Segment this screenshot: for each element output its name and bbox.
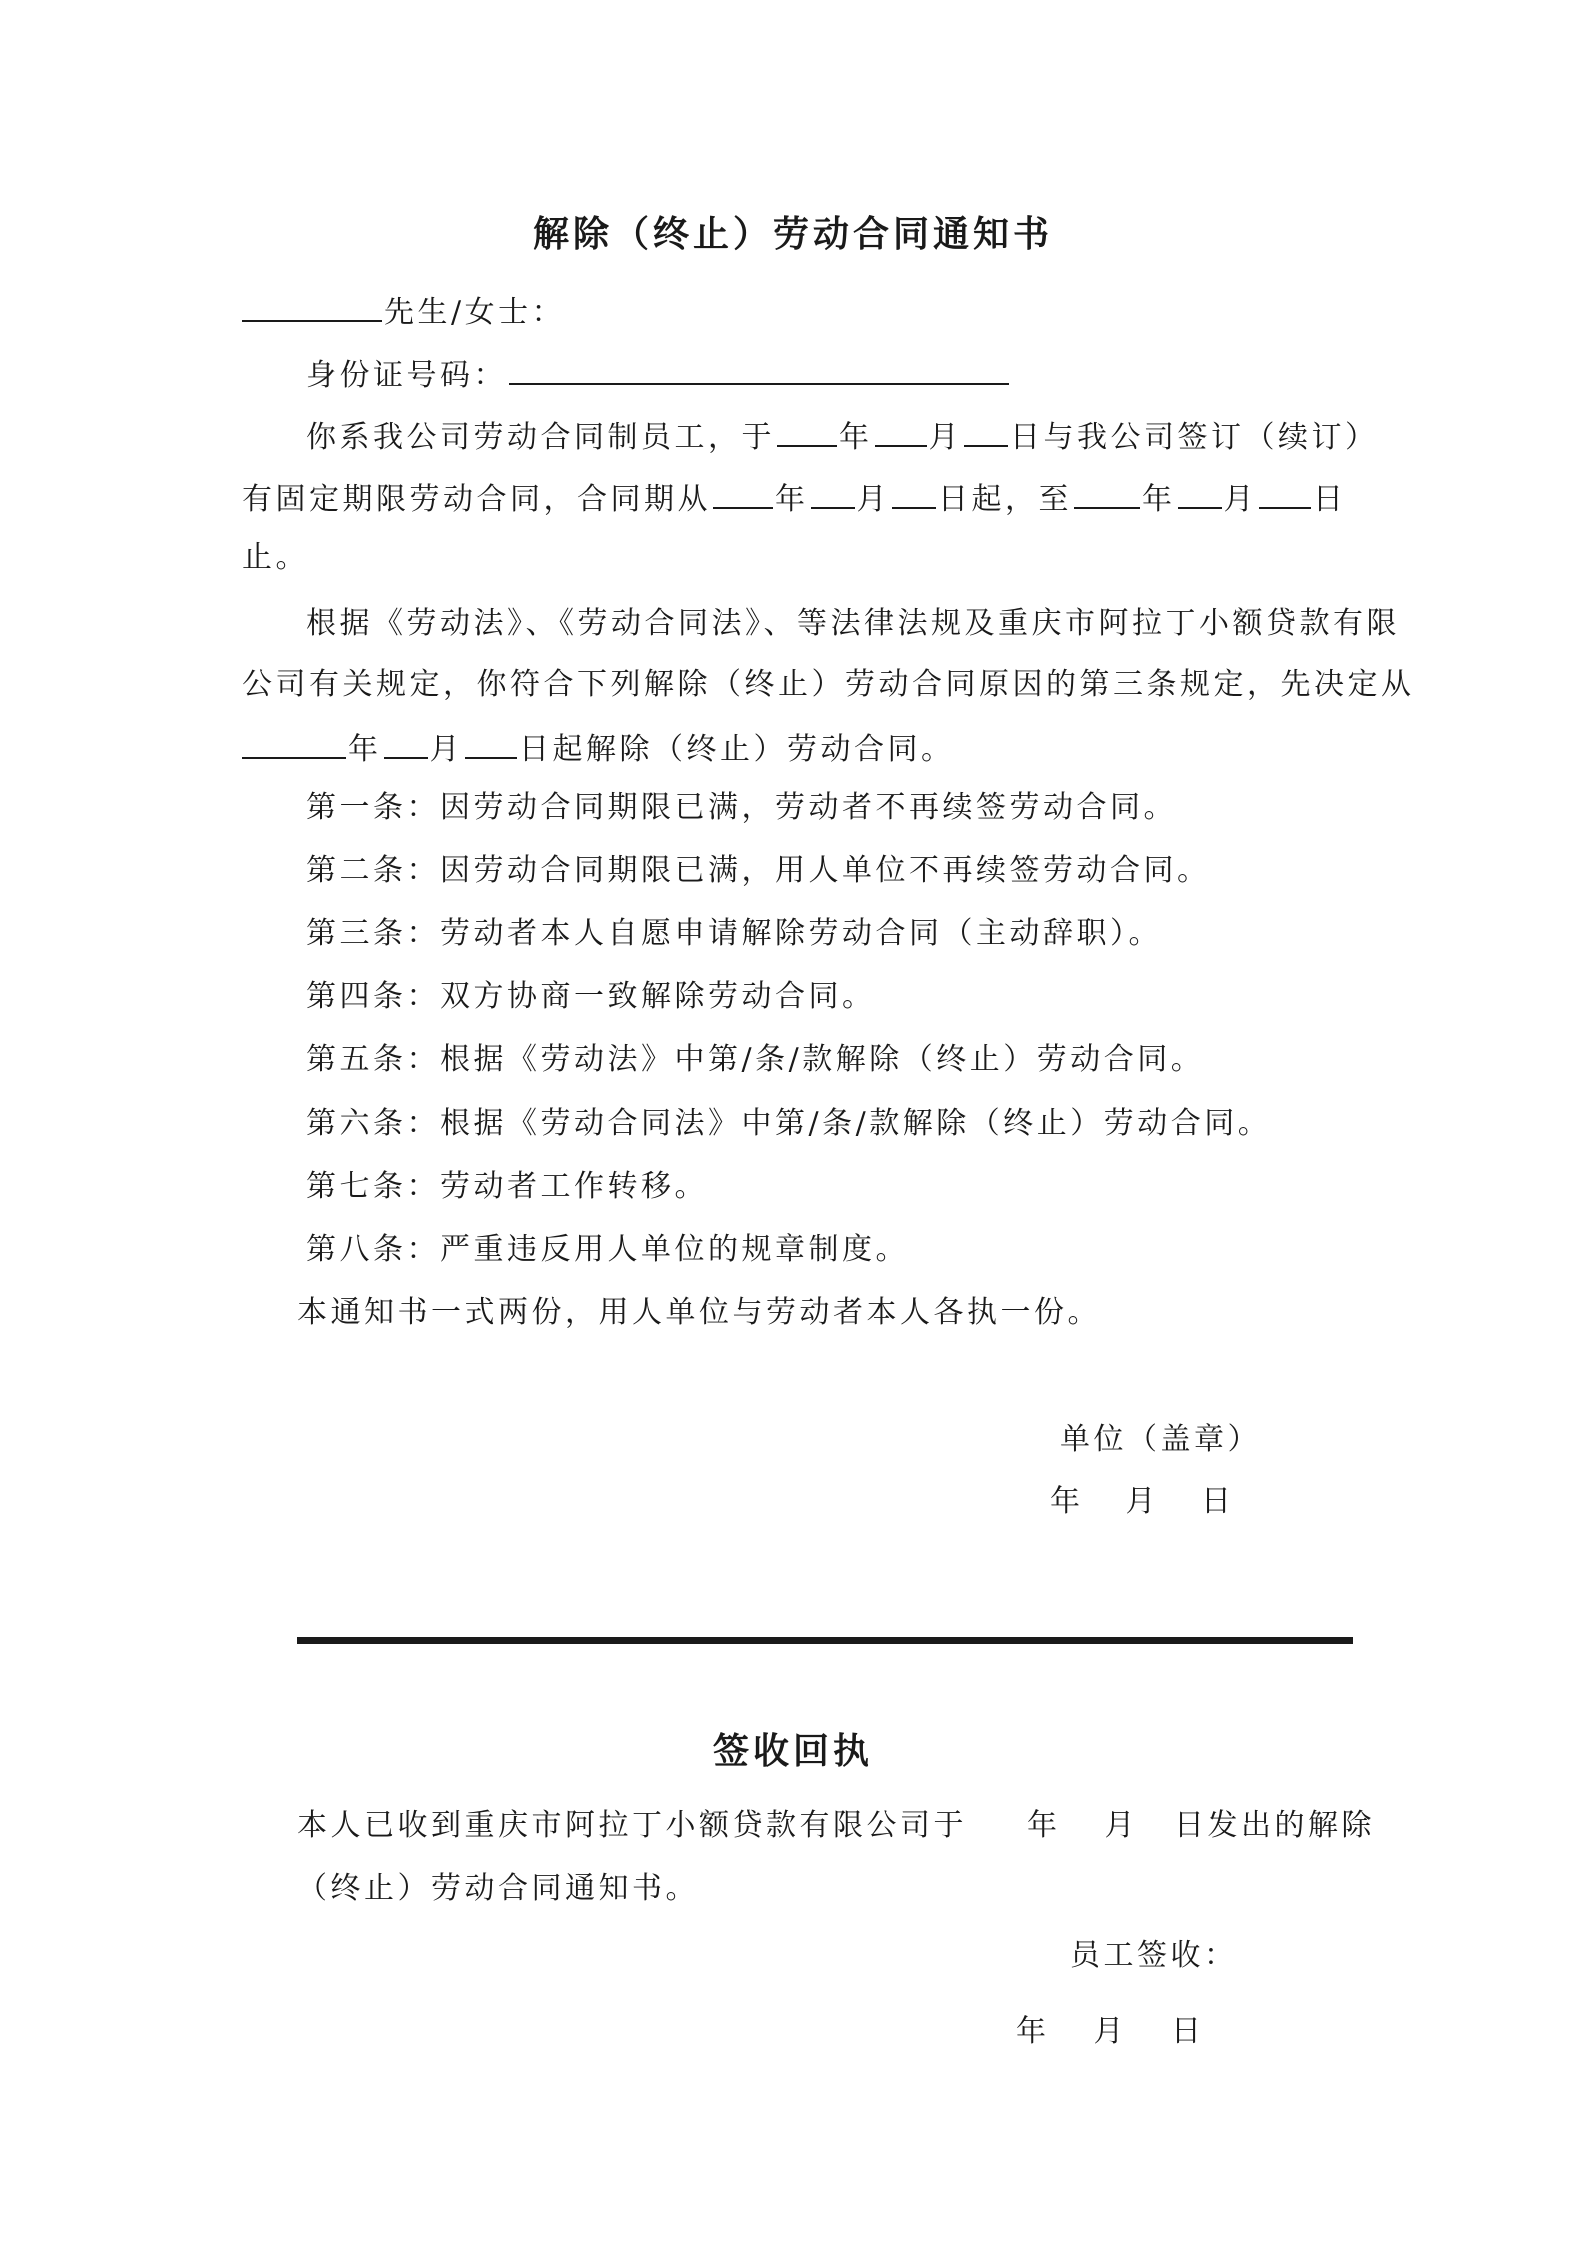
start-month-blank: [811, 477, 855, 509]
name-blank: [242, 290, 382, 322]
article-1: 第一条：因劳动合同期限已满，劳动者不再续签劳动合同。: [306, 790, 1177, 825]
receipt-date-year: 年: [1016, 2014, 1050, 2049]
para1-month2: 月: [856, 482, 890, 517]
end-year-blank: [1074, 477, 1140, 509]
article-6: 第六条：根据《劳动合同法》中第/条/款解除（终止）劳动合同。: [306, 1106, 1272, 1141]
notice-date-year: 年: [1050, 1484, 1084, 1519]
receipt-year: 年: [1027, 1808, 1061, 1843]
para2-line3: [242, 727, 955, 770]
para1-month: 月: [928, 420, 962, 455]
para1-text-b: 日与我公司签订（续订）: [1010, 420, 1379, 455]
article-7: 第七条：劳动者工作转移。: [306, 1169, 708, 1204]
receipt-line2: （终止）劳动合同通知书。: [297, 1871, 699, 1906]
id-label: 身份证号码：: [306, 358, 507, 393]
receipt-date-line: [1016, 2012, 1205, 2052]
para2-text-c: 日起解除（终止）劳动合同。: [519, 732, 955, 767]
receipt-date-month: 月: [1093, 2014, 1127, 2049]
para1-line2: [242, 477, 1347, 520]
para1-year3: 年: [1142, 482, 1176, 517]
receipt-text-b: 日发出的解除: [1174, 1808, 1375, 1843]
effective-day-blank: [465, 727, 517, 759]
cut-line-divider: [297, 1637, 1353, 1644]
article-5: 第五条：根据《劳动法》中第/条/款解除（终止）劳动合同。: [306, 1042, 1205, 1077]
notice-date-day: 日: [1201, 1484, 1235, 1519]
para1-year2: 年: [775, 482, 809, 517]
effective-year-blank: [242, 727, 346, 759]
start-year-blank: [713, 477, 773, 509]
receipt-title: 签收回执: [712, 1730, 873, 1772]
para1-line3: 止。: [242, 540, 309, 575]
end-day-blank: [1259, 477, 1311, 509]
notice-date-month: 月: [1125, 1484, 1159, 1519]
end-month-blank: [1178, 477, 1222, 509]
copies-line: 本通知书一式两份，用人单位与劳动者本人各执一份。: [297, 1295, 1101, 1330]
sign-month-blank: [875, 415, 927, 447]
employee-sign-label: 员工签收：: [1070, 1938, 1238, 1973]
para1-month3: 月: [1223, 482, 1257, 517]
article-8: 第八条：严重违反用人单位的规章制度。: [306, 1232, 909, 1267]
notice-title: 解除（终止）劳动合同通知书: [532, 213, 1053, 255]
receipt-date-day: 日: [1171, 2014, 1205, 2049]
article-4: 第四条：双方协商一致解除劳动合同。: [306, 979, 876, 1014]
effective-month-blank: [384, 727, 428, 759]
id-line: [306, 353, 1011, 396]
salutation-text: 先生/女士：: [384, 295, 566, 330]
para2-year: 年: [348, 732, 382, 767]
id-blank: [509, 353, 1009, 385]
notice-date-line: [1050, 1482, 1235, 1522]
para1-text-d: 日起，至: [938, 482, 1072, 517]
para2-line2: 公司有关规定，你符合下列解除（终止）劳动合同原因的第三条规定，先决定从: [242, 667, 1415, 702]
salutation-line: [242, 290, 565, 333]
para1-year: 年: [839, 420, 873, 455]
article-2: 第二条：因劳动合同期限已满，用人单位不再续签劳动合同。: [306, 853, 1211, 888]
receipt-month: 月: [1104, 1808, 1138, 1843]
article-3: 第三条：劳动者本人自愿申请解除劳动合同（主动辞职）。: [306, 916, 1162, 951]
para1-line1: [306, 415, 1379, 458]
para1-day3: 日: [1313, 482, 1347, 517]
unit-seal-label: 单位（盖章）: [1060, 1422, 1261, 1457]
para2-line1: 根据《劳动法》、《劳动合同法》、等法律法规及重庆市阿拉丁小额贷款有限: [306, 606, 1400, 641]
sign-day-blank: [964, 415, 1008, 447]
para1-text-c: 有固定期限劳动合同，合同期从: [242, 482, 711, 517]
para2-month: 月: [429, 732, 463, 767]
start-day-blank: [892, 477, 936, 509]
sign-year-blank: [777, 415, 837, 447]
para1-text-a: 你系我公司劳动合同制员工，于: [306, 420, 775, 455]
receipt-line1: [297, 1806, 1375, 1846]
receipt-text-a: 本人已收到重庆市阿拉丁小额贷款有限公司于: [297, 1808, 967, 1843]
